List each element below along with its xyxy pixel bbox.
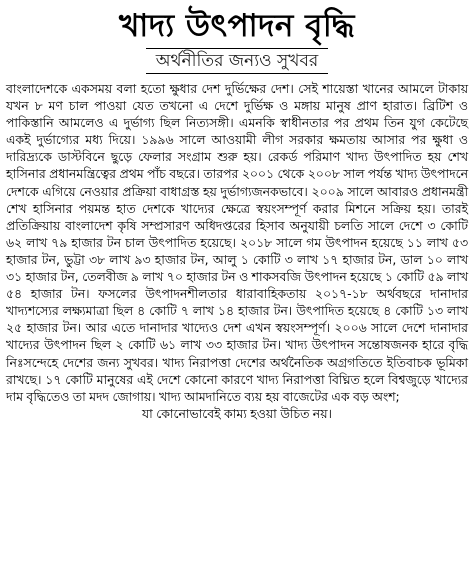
article-body-text: বাংলাদেশকে একসময় বলা হতো ক্ষুধার দেশ দুর্ভিক্ষের দেশ। সেই শায়েস্তা খানের আমলে টাকায় যখন ৮ মণ চাল পাওয়া যেত তখনো এ দেশে দুর্ভিক্ষ ও মঙ্গায় মানুষ প্রাণ হারাত। ব্রিটিশ ও পাকিস্তানি আমলেও এ দুর্ভাগ্য ছিল নিত্যসঙ্গী। এমনকি স্বাধীনতার পর প্রথম তিন যুগ কেটেছে একই দুর্ভাগ্যের মধ্য দিয়ে। ১৯৯৬ সালে আওয়ামী লীগ সরকার ক্ষমতায় আসার পর ক্ষুধা ও দারিদ্র্যকে ডাস্টবিনে ছুড়ে ফেলার সংগ্রাম শুরু হয়। রেকর্ড পরিমাণ খাদ্য উৎপাদিত হয় শেখ হাসিনার প্রধানমন্ত্রিত্বের প্রথম পাঁচ বছরে। তারপর ২০০১ থেকে ২০০৮ সাল পর্যন্ত খাদ্য উৎপাদনে দেশকে এগিয়ে নেওয়ার প্রক্রিয়া বাধাগ্রস্ত হয় দুর্ভাগ্যজনকভাবে। ২০০৯ সালে আবারও প্রধানমন্ত্রী শেখ হাসিনার পয়মন্ত হাত দেশকে খাদ্যের ক্ষেত্রে স্বয়ংসম্পূর্ণ করার মিশনে সক্রিয় হয়। তারই প্রতিক্রিয়ায় বাংলাদেশ কৃষি সম্প্রসারণ অধিদপ্তরের হিসাব অনুযায়ী চলতি সালে দেশে ৩ কোটি ৬২ লাখ ৭৯ হাজার টন চাল উৎপাদিত হয়েছে। ২০১৮ সালে গম উৎপাদন হয়েছে ১১ লাখ ৫৩ হাজার টন, ভুট্টা ৩৮ লাখ ৯৩ হাজার টন, আলু ১ কোটি ৩ লাখ ১৭ হাজার টন, ডাল ১০ লাখ ৩১ হাজার টন, তেলবীজ ৯ লাখ ৭০ হাজার টন ও শাকসবজি উৎপাদন হয়েছে ১ কোটি ৫৯ লাখ ৫৪ হাজার টন। ফসলের উৎপাদনশীলতার ধারাবাহিকতায় ২০১৭-১৮ অর্থবছরে দানাদার খাদ্যশস্যের লক্ষ্যমাত্রা ছিল ৪ কোটি ৭ লাখ ১৪ হাজার টন। উৎপাদিত হয়েছে ৪ কোটি ১৩ লাখ ২৫ হাজার টন। আর এতে দানাদার খাদ্যেও দেশ এখন স্বয়ংসম্পূর্ণ। ২০০৬ সালে দেশে দানাদার খাদ্যের উৎপাদন ছিল ২ কোটি ৬১ লাখ ৩৩ হাজার টন। খাদ্য উৎপাদন সন্তোষজনক হারে বৃদ্ধি নিঃসন্দেহে দেশের জন্য সুখবর। খাদ্য নিরাপত্তা দেশের অর্থনৈতিক অগ্রগতিতে ইতিবাচক ভূমিকা রাখছে। ১৭ কোটি মানুষের এই দেশে কোনো কারণে খাদ্য নিরাপত্তা বিঘ্নিত হলে বিশ্বজুড়ে খাদ্যের দাম বৃদ্ধিতেও তা মদদ জোগায়। খাদ্য আমদানিতে ব্যয় হয় বাজেটের এক বড় অংশ; xyxy=(6,81,468,404)
article-subheadline-wrap xyxy=(6,48,468,74)
article-closing-line: যা কোনোভাবেই কাম্য হওয়া উচিত নয়। xyxy=(142,405,332,421)
article-subheadline: অর্থনীতির জন্যও সুখবর xyxy=(146,48,329,74)
newspaper-article xyxy=(0,6,474,582)
article-headline: খাদ্য উৎপাদন বৃদ্ধি xyxy=(118,8,356,44)
article-body xyxy=(6,80,468,422)
